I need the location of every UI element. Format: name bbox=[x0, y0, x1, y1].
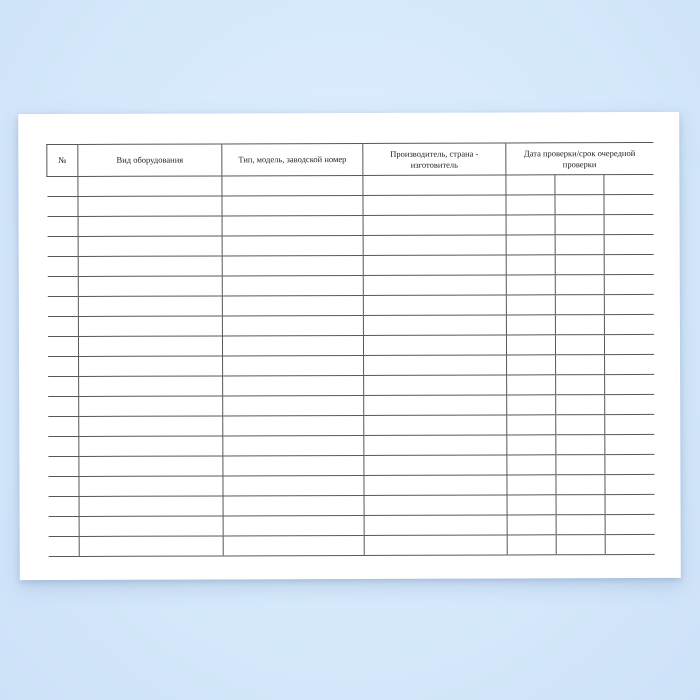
table-body bbox=[47, 174, 654, 556]
empty-cell bbox=[48, 516, 79, 536]
empty-cell bbox=[507, 355, 556, 375]
empty-cell bbox=[506, 295, 555, 315]
header-row bbox=[47, 142, 653, 176]
column-header-check-date: Дата проверки/срок очередной проверки bbox=[506, 142, 653, 175]
empty-cell bbox=[79, 436, 223, 457]
empty-cell bbox=[507, 435, 556, 455]
empty-cell bbox=[604, 174, 653, 194]
table-header bbox=[47, 142, 653, 176]
empty-cell bbox=[605, 394, 654, 414]
empty-cell bbox=[364, 455, 507, 475]
empty-cell bbox=[222, 175, 363, 195]
empty-cell bbox=[605, 474, 654, 494]
empty-cell bbox=[556, 495, 605, 515]
empty-cell bbox=[363, 235, 506, 255]
empty-cell bbox=[48, 456, 79, 476]
empty-cell bbox=[604, 334, 653, 354]
table-row bbox=[48, 414, 654, 436]
empty-cell bbox=[223, 415, 364, 435]
empty-cell bbox=[506, 195, 555, 215]
empty-cell bbox=[605, 454, 654, 474]
empty-cell bbox=[79, 496, 223, 517]
empty-cell bbox=[364, 415, 507, 435]
empty-cell bbox=[605, 534, 654, 554]
empty-cell bbox=[363, 215, 506, 235]
empty-cell bbox=[604, 234, 653, 254]
empty-cell bbox=[79, 416, 223, 437]
empty-cell bbox=[363, 335, 506, 355]
empty-cell bbox=[222, 335, 363, 355]
empty-cell bbox=[48, 396, 79, 416]
empty-cell bbox=[555, 235, 604, 255]
empty-cell bbox=[79, 516, 223, 537]
table-row bbox=[48, 394, 654, 416]
column-header-manufacturer-country: Производитель, страна - изготовитель bbox=[363, 143, 506, 175]
empty-cell bbox=[556, 395, 605, 415]
empty-cell bbox=[48, 436, 79, 456]
empty-cell bbox=[47, 236, 78, 256]
empty-cell bbox=[507, 455, 556, 475]
empty-cell bbox=[47, 296, 78, 316]
empty-cell bbox=[364, 375, 507, 395]
table-row bbox=[48, 354, 654, 376]
empty-cell bbox=[79, 456, 223, 477]
empty-cell bbox=[78, 256, 222, 277]
empty-cell bbox=[78, 216, 222, 237]
empty-cell bbox=[555, 215, 604, 235]
empty-cell bbox=[507, 415, 556, 435]
empty-cell bbox=[47, 276, 78, 296]
empty-cell bbox=[507, 515, 556, 535]
empty-cell bbox=[223, 475, 364, 495]
empty-cell bbox=[47, 176, 78, 196]
table-row bbox=[47, 314, 653, 336]
empty-cell bbox=[78, 236, 222, 257]
empty-cell bbox=[556, 375, 605, 395]
empty-cell bbox=[363, 275, 506, 295]
empty-cell bbox=[47, 316, 78, 336]
table-row bbox=[47, 194, 653, 216]
table-row bbox=[47, 254, 653, 276]
empty-cell bbox=[364, 355, 507, 375]
empty-cell bbox=[363, 195, 506, 215]
empty-cell bbox=[556, 515, 605, 535]
column-header-number: № bbox=[47, 144, 78, 176]
empty-cell bbox=[222, 275, 363, 295]
empty-cell bbox=[604, 214, 653, 234]
empty-cell bbox=[604, 274, 653, 294]
empty-cell bbox=[506, 255, 555, 275]
empty-cell bbox=[48, 356, 79, 376]
empty-cell bbox=[48, 376, 79, 396]
empty-cell bbox=[48, 536, 79, 556]
table-row bbox=[48, 434, 654, 456]
empty-cell bbox=[604, 294, 653, 314]
empty-cell bbox=[47, 196, 78, 216]
empty-cell bbox=[363, 255, 506, 275]
empty-cell bbox=[507, 495, 556, 515]
empty-cell bbox=[555, 275, 604, 295]
empty-cell bbox=[223, 355, 364, 375]
empty-cell bbox=[222, 255, 363, 275]
empty-cell bbox=[555, 255, 604, 275]
empty-cell bbox=[47, 256, 78, 276]
empty-cell bbox=[78, 336, 222, 357]
empty-cell bbox=[556, 455, 605, 475]
empty-cell bbox=[555, 335, 604, 355]
empty-cell bbox=[364, 475, 507, 495]
empty-cell bbox=[48, 416, 79, 436]
empty-cell bbox=[507, 395, 556, 415]
empty-cell bbox=[48, 476, 79, 496]
table-row bbox=[47, 214, 653, 236]
empty-cell bbox=[556, 535, 605, 555]
empty-cell bbox=[555, 295, 604, 315]
empty-cell bbox=[48, 496, 79, 516]
empty-cell bbox=[605, 374, 654, 394]
empty-cell bbox=[507, 375, 556, 395]
table-row bbox=[47, 234, 653, 256]
column-header-type-model-serial: Тип, модель, заводской номер bbox=[222, 143, 363, 175]
empty-cell bbox=[555, 195, 604, 215]
empty-cell bbox=[604, 254, 653, 274]
empty-cell bbox=[506, 335, 555, 355]
empty-cell bbox=[79, 356, 223, 377]
empty-cell bbox=[363, 175, 506, 195]
empty-cell bbox=[222, 195, 363, 215]
empty-cell bbox=[364, 495, 507, 515]
table-row bbox=[48, 474, 654, 496]
table-row bbox=[48, 454, 654, 476]
empty-cell bbox=[223, 435, 364, 455]
empty-cell bbox=[364, 535, 507, 555]
table-row bbox=[47, 334, 653, 356]
empty-cell bbox=[222, 315, 363, 335]
empty-cell bbox=[506, 175, 555, 195]
table-row bbox=[48, 494, 654, 516]
empty-cell bbox=[223, 535, 364, 555]
empty-cell bbox=[79, 396, 223, 417]
empty-cell bbox=[506, 235, 555, 255]
empty-cell bbox=[363, 315, 506, 335]
empty-cell bbox=[556, 415, 605, 435]
empty-cell bbox=[223, 455, 364, 475]
table-row bbox=[47, 294, 653, 316]
empty-cell bbox=[506, 275, 555, 295]
empty-cell bbox=[78, 276, 222, 297]
empty-cell bbox=[556, 355, 605, 375]
table-row bbox=[48, 514, 654, 536]
table-row bbox=[47, 274, 653, 296]
empty-cell bbox=[223, 395, 364, 415]
empty-cell bbox=[507, 535, 556, 555]
document-page bbox=[18, 112, 681, 580]
empty-cell bbox=[223, 495, 364, 515]
empty-cell bbox=[364, 435, 507, 455]
empty-cell bbox=[556, 435, 605, 455]
empty-cell bbox=[556, 475, 605, 495]
empty-cell bbox=[605, 354, 654, 374]
empty-cell bbox=[605, 434, 654, 454]
empty-cell bbox=[222, 295, 363, 315]
empty-cell bbox=[79, 476, 223, 497]
empty-cell bbox=[47, 216, 78, 236]
empty-cell bbox=[604, 194, 653, 214]
empty-cell bbox=[78, 296, 222, 317]
empty-cell bbox=[79, 376, 223, 397]
empty-cell bbox=[222, 215, 363, 235]
empty-cell bbox=[364, 395, 507, 415]
empty-cell bbox=[605, 514, 654, 534]
empty-cell bbox=[47, 336, 78, 356]
empty-cell bbox=[78, 176, 222, 197]
empty-cell bbox=[506, 315, 555, 335]
empty-cell bbox=[223, 515, 364, 535]
empty-cell bbox=[605, 494, 654, 514]
empty-cell bbox=[555, 315, 604, 335]
empty-cell bbox=[555, 175, 604, 195]
empty-cell bbox=[605, 414, 654, 434]
empty-cell bbox=[79, 536, 223, 557]
empty-cell bbox=[78, 196, 222, 217]
table-row bbox=[48, 534, 654, 556]
column-header-equipment-kind: Вид оборудования bbox=[78, 144, 222, 177]
empty-cell bbox=[78, 316, 222, 337]
empty-cell bbox=[363, 295, 506, 315]
empty-cell bbox=[223, 375, 364, 395]
empty-cell bbox=[604, 314, 653, 334]
empty-cell bbox=[506, 215, 555, 235]
table-row bbox=[48, 374, 654, 396]
empty-cell bbox=[507, 475, 556, 495]
empty-cell bbox=[364, 515, 507, 535]
table-row bbox=[47, 174, 653, 196]
equipment-log-table bbox=[46, 142, 654, 557]
empty-cell bbox=[222, 235, 363, 255]
